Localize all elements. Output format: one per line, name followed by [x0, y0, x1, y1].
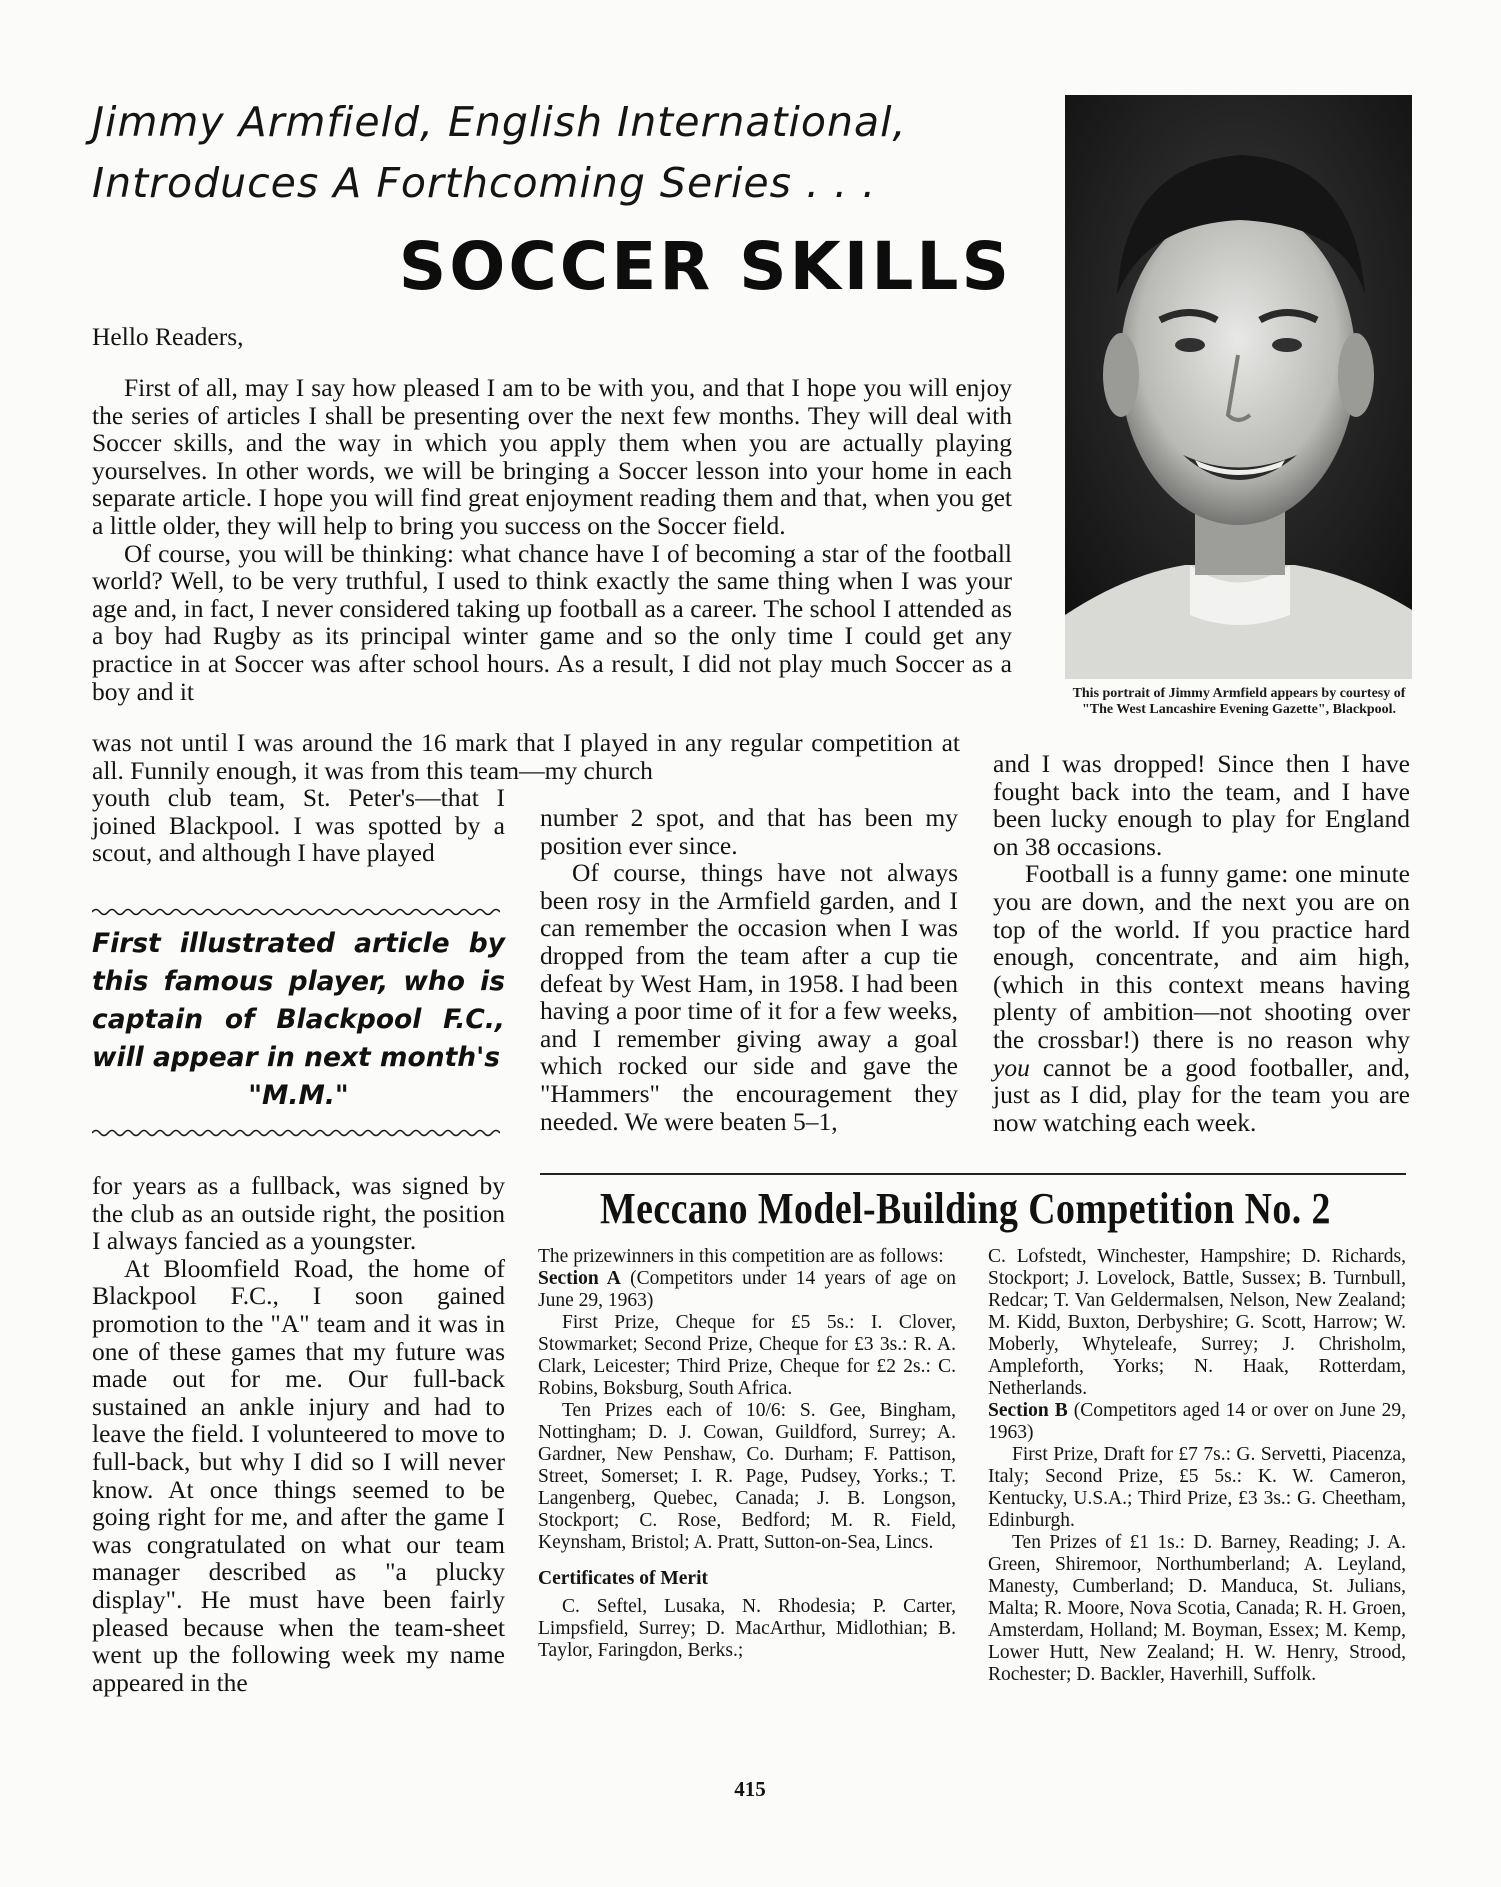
- kicker-line-1: Jimmy Armfield, English International,: [92, 98, 907, 146]
- section-b-ten-prizes: Ten Prizes of £1 1s.: D. Barney, Reading; J. A. Green, Shiremoor, Northumberland; A. Leyland, Manesty, Cumberland; D. Manduca, St. Julians, Malta; R. Moore, Nova Scotia, Canada; R. H. Groen, Amsterdam, Holland; M. Boyman, Essex; M. Kemp, Lower Hutt, New Zealand; H. W. Henry, Strood, Rochester; D. Backler, Haverhill, Suffolk.: [988, 1532, 1406, 1685]
- certificates-heading: Certificates of Merit: [538, 1568, 708, 1589]
- paragraph-3: At Bloomfield Road, the home of Blackpool F.C., I soon gained promotion to the "A" team and it was in one of these games that my future was made out for me. Our full-back sustained an ankle injury and had to leave the field. I volunteered to move to full-back, but why I did so I will never know. At once things seemed to be going right for me, and after the game I was congratulated on what our team manager described as "a plucky display". He must have been fairly pleased because when the team-sheet went up the following week my name appeared in the: [92, 1253, 505, 1697]
- column-3-second-pre: Football is a funny game: one minute you are down, and the next you are on top of the world. If you practice hard enough, concentrate, and aim high, (which in this context means having plenty of ambition—not shooting over the crossbar!) there is no reason why: [993, 859, 1410, 1054]
- wavy-rule-top-svg: [92, 907, 500, 917]
- column-3-emphasis: you: [993, 1052, 1030, 1082]
- column-2: [540, 804, 958, 1135]
- competition-column-2: [988, 1246, 1406, 1686]
- section-a-label: Section A: [538, 1268, 621, 1289]
- section-a-ten-prizes: Ten Prizes each of 10/6: S. Gee, Bingham, Nottingham; D. J. Cowan, Guildford, Surrey; A. Gardner, New Penshaw, Co. Durham; F. Pattison, Street, Somerset; I. R. Page, Pudsey, Yorks.; T. Langenberg, Quebec, Canada; J. B. Longson, Stockport; C. Rose, Bedford; M. R. Field, Keynsham, Bristol; A. Pratt, Sutton-on-Sea, Lincs.: [538, 1400, 956, 1553]
- competition-rule: [540, 1173, 1406, 1175]
- section-a-prizes: First Prize, Cheque for £5 5s.: I. Clover, Stowmarket; Second Prize, Cheque for £3 3s.: R. A. Clark, Leicester; Third Prize, Cheque for £2 2s.: C. Robins, Boksburg, South Africa.: [538, 1312, 956, 1399]
- section-a-header: [538, 1268, 956, 1312]
- promo-text: [92, 925, 505, 1115]
- column-1-continuation: for years as a fullback, was signed by the club as an outside right, the position I always fancied as a youngster.: [92, 1171, 505, 1256]
- photo-caption-wrap: [1058, 686, 1420, 718]
- article-headline: SOCCER SKILLS: [398, 228, 1012, 305]
- column-3: [993, 750, 1410, 1136]
- portrait-image: [1065, 95, 1412, 679]
- section-b-label: Section B: [988, 1400, 1068, 1421]
- competition-title-wrap: [600, 1183, 1400, 1234]
- wavy-rule-bottom-svg: [92, 1128, 500, 1138]
- kicker-line-2: Introduces A Forthcoming Series . . .: [92, 159, 877, 207]
- section-b-header: [988, 1400, 1406, 1444]
- competition-title: Meccano Model-Building Competition No. 2: [600, 1184, 1331, 1233]
- intro-text: [92, 374, 1012, 705]
- competition-intro: The prizewinners in this competition are as follows:: [538, 1246, 944, 1267]
- column-1-top: [92, 784, 505, 867]
- intro-text-2: [92, 729, 960, 784]
- article-headline-wrap: [300, 228, 1012, 305]
- column-3-second-post: cannot be a good footballer, and, just as I did, play for the team you are now watching each week.: [993, 1052, 1410, 1137]
- competition-column-1: [538, 1246, 956, 1662]
- salutation-wrap: [92, 322, 592, 352]
- page-number: 415: [734, 1777, 766, 1801]
- column-1-bottom: [92, 1172, 505, 1696]
- column-2-first: number 2 spot, and that has been my position ever since.: [540, 803, 958, 860]
- salutation: Hello Readers,: [92, 322, 244, 351]
- section-a-desc: (Competitors under 14 years of age on June 29, 1963): [538, 1268, 956, 1311]
- article-kicker: [92, 92, 1012, 214]
- photo-caption: This portrait of Jimmy Armfield appears by courtesy of "The West Lancashire Evening Gazette", Blackpool.: [1072, 686, 1406, 717]
- column-3-first: and I was dropped! Since then I have fought back into the team, and I have been lucky enough to play for England on 38 occasions.: [993, 749, 1410, 861]
- paragraph-2a: Of course, you will be thinking: what chance have I of becoming a star of the football world? Well, to be very truthful, I used to think exactly the same thing when I was your age and, in fact, I never considered taking up football as a career. The school I attended as a boy had Rugby as its principal winter game and so the only time I could get any practice in at Soccer was after school hours. As a result, I did not play much Soccer as a boy and it: [92, 538, 1012, 706]
- wavy-rule-bottom: [92, 1125, 500, 1135]
- promo-box: [92, 925, 505, 1115]
- promo-magazine: "M.M.": [248, 1080, 349, 1111]
- paragraph-2b: was not until I was around the 16 mark that I played in any regular competition at all. Funnily enough, it was from this team—my church: [92, 728, 960, 785]
- promo-body: First illustrated article by this famous player, who is captain of Blackpool F.C., will appear in next month's: [92, 928, 505, 1073]
- portrait-photo: [1065, 95, 1412, 679]
- certificates-list-b: C. Lofstedt, Winchester, Hampshire; D. Richards, Stockport; J. Lovelock, Battle, Sussex; B. Turnbull, Redcar; T. Van Geldermalsen, Nelson, New Zealand; M. Kidd, Buxton, Derbyshire; G. Scott, Harrow; W. Moberly, Whyteleafe, Surrey; J. Chrisholm, Ampleforth, Yorks; N. Haak, Rotterdam, Netherlands.: [988, 1246, 1406, 1399]
- column-3-second: [993, 860, 1410, 1136]
- certificates-list-a: C. Seftel, Lusaka, N. Rhodesia; P. Carter, Limpsfield, Surrey; D. MacArthur, Midlothian; B. Taylor, Faringdon, Berks.;: [538, 1596, 956, 1661]
- section-b-desc: (Competitors aged 14 or over on June 29, 1963): [988, 1400, 1406, 1443]
- column-2-second: Of course, things have not always been rosy in the Armfield garden, and I can remember the occasion when I was dropped from the team after a cup tie defeat by West Ham, in 1958. I had been having a poor time of it for a few weeks, and I remember giving away a goal which rocked our side and gave the "Hammers" the encouragement they needed. We were beaten 5–1,: [540, 858, 958, 1136]
- paragraph-1: First of all, may I say how pleased I am to be with you, and that I hope you will enjoy the series of articles I shall be presenting over the next few months. They will deal with Soccer skills, and the way in which you apply them when you are actually playing yourselves. In other words, we will be bringing a Soccer lesson into your home in each separate article. I hope you will find great enjoyment reading them and that, when you get a little older, they will help to bring you success on the Soccer field.: [92, 373, 1012, 540]
- section-b-prizes: First Prize, Draft for £7 7s.: G. Servetti, Piacenza, Italy; Second Prize, £5 5s.: K. W. Cameron, Kentucky, U.S.A.; Third Prize, £3 3s.: G. Cheetham, Edinburgh.: [988, 1444, 1406, 1531]
- wavy-rule-top: [92, 904, 500, 914]
- paragraph-2c: youth club team, St. Peter's—that I joined Blackpool. I was spotted by a scout, and although I have played: [92, 783, 505, 868]
